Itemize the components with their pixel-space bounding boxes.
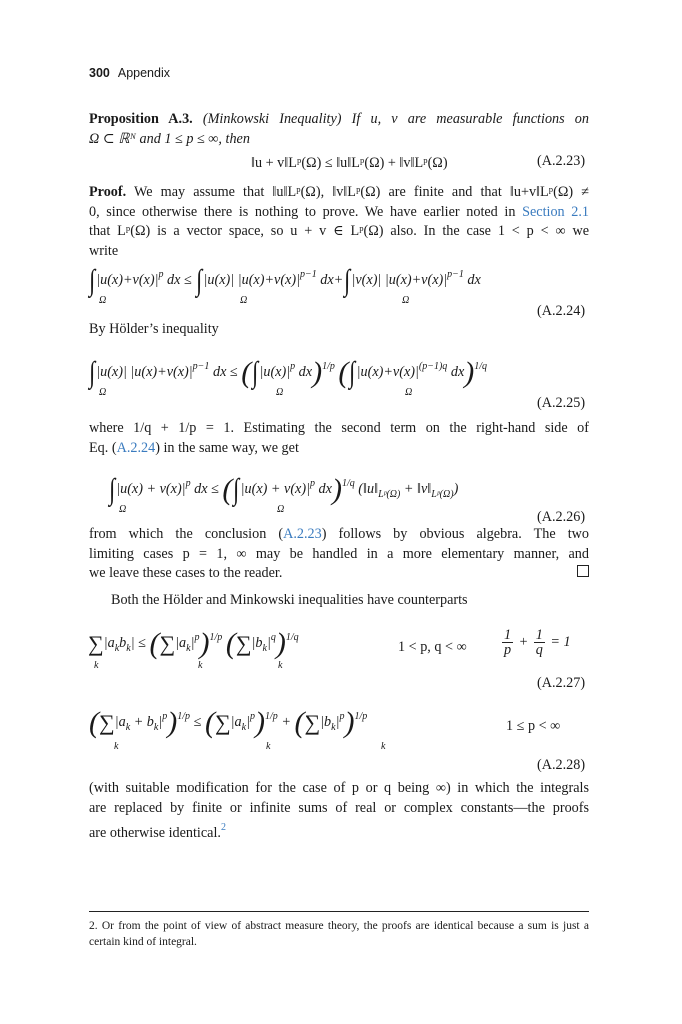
equation-a227-number: (A.2.27) xyxy=(537,675,586,691)
para3-line3: we leave these cases to the reader. xyxy=(89,565,283,581)
proposition-statement xyxy=(89,110,589,149)
equation-a224-formula: $\int|u(x)+v(x)|^p$ dx ≤ ∫|u(x)| $|u(x)+v(x)|^{p-1}$ dx+∫|v(x)| $|u(x)+v(x)|^{p-1}$ dx xyxy=(89,263,481,297)
proposition-text-line1: (Minkowski Inequality) If u, v are measurable functions on xyxy=(202,111,589,127)
paragraph-estimate xyxy=(89,419,589,458)
proposition-text-line2: Ω ⊂ ℝᴺ and 1 ≤ p ≤ ∞, then xyxy=(89,130,250,147)
proof-paragraph xyxy=(89,183,589,261)
qed-box-icon xyxy=(577,565,589,577)
equation-a227-formula: $\sum|a_kb_k| \le (\sum|a_k|^p)^{1/p}$ $(\sum|b_k|^q)^{1/q}$ xyxy=(88,626,299,660)
omega-subscript: Ω xyxy=(99,387,107,398)
footnote: 2. Or from the point of view of abstract measure theory, the proofs are identical because a sum is just a certain kind of integral. xyxy=(89,920,589,948)
para2-line2-end: ) in the same way, we get xyxy=(155,439,299,456)
omega-subscript: Ω xyxy=(119,504,127,515)
footnote-reference[interactable]: 2 xyxy=(220,822,226,833)
para3-line1-start: from which the conclusion ( xyxy=(89,526,284,542)
section-link[interactable]: Section 2.1 xyxy=(522,203,589,220)
equation-a223-number: (A.2.23) xyxy=(537,153,586,169)
sum-index: k xyxy=(266,741,271,752)
omega-subscript: Ω xyxy=(405,387,413,398)
omega-subscript: Ω xyxy=(276,387,284,398)
para5-line1: (with suitable modification for the case of p or q being ∞) in which the integrals xyxy=(89,780,589,796)
proof-label: Proof. xyxy=(89,184,127,200)
omega-subscript: Ω xyxy=(99,295,107,306)
sum-index: k xyxy=(114,741,119,752)
equation-a225-formula: ∫|u(x)| $|u(x)+v(x)|^{p-1}$ dx ≤ ($\int|u(x)|^p$ dx)$^{1/p}$ ($\int|u(x)+v(x)|^{(p-1)q}$ dx)$^{1/q}$ xyxy=(89,355,488,389)
proof-line2: 0, since otherwise there is nothing to prove. We have earlier noted in xyxy=(89,203,523,220)
omega-subscript: Ω xyxy=(402,295,410,306)
proposition-label: Proposition A.3. xyxy=(89,111,193,127)
equation-a225-number: (A.2.25) xyxy=(537,395,586,411)
para3-line1-end: ) follows by obvious algebra. The two xyxy=(321,526,590,542)
equation-link-a223[interactable]: A.2.23 xyxy=(283,526,322,542)
equation-link-a224[interactable]: A.2.24 xyxy=(116,439,156,456)
paragraph-counterparts: Both the Hölder and Minkowski inequalities have counterparts xyxy=(111,592,468,608)
sum-index: k xyxy=(198,660,203,671)
paragraph-conclusion xyxy=(89,525,589,584)
proof-line3: that Lᵖ(Ω) is a vector space, so u + v ∈ Lᵖ(Ω) also. In the case 1 < p < ∞ we xyxy=(89,223,589,239)
proof-line4: write xyxy=(89,242,119,259)
para5-line2: are replaced by finite or infinite sums of real or complex constants—the proofs xyxy=(89,799,589,816)
para2-line1: where 1/q + 1/p = 1. Estimating the second term on the right-hand side of xyxy=(89,420,589,436)
para2-line2-start: Eq. ( xyxy=(89,439,117,456)
running-title: Appendix xyxy=(117,66,170,80)
holder-intro: By Hölder’s inequality xyxy=(89,321,219,337)
equation-a228-condition: 1 ≤ p < ∞ xyxy=(506,718,561,734)
equation-a228-formula: $(\sum|a_k + b_k|^p)^{1/p} \le (\sum|a_k|^p)^{1/p} + (\sum|b_k|^p)^{1/p}$ xyxy=(89,705,368,739)
sum-index: k xyxy=(278,660,283,671)
para3-line2: limiting cases p = 1, ∞ may be handled in a more elementary manner, and xyxy=(89,545,589,562)
equation-a226-number: (A.2.26) xyxy=(537,509,586,525)
paragraph-sums xyxy=(89,779,589,844)
sum-index: k xyxy=(381,741,386,752)
running-header xyxy=(89,66,170,80)
footnote-divider xyxy=(89,911,589,912)
equation-a224-number: (A.2.24) xyxy=(537,303,586,319)
equation-a228-number: (A.2.28) xyxy=(537,757,586,773)
omega-subscript: Ω xyxy=(277,504,285,515)
equation-a227-reciprocal: $\frac{1}{p}$ + $\frac{1}{q}$ = 1 xyxy=(504,627,571,658)
page-number: 300 xyxy=(89,66,110,80)
omega-subscript: Ω xyxy=(240,295,248,306)
equation-a223-formula: ‖u + v‖Lᵖ(Ω) ≤ ‖u‖Lᵖ(Ω) + ‖v‖Lᵖ(Ω) xyxy=(251,155,448,171)
equation-a227-condition: 1 < p, q < ∞ xyxy=(398,639,467,655)
para5-line3: are otherwise identical. xyxy=(89,825,221,841)
sum-index: k xyxy=(94,660,99,671)
equation-a226-formula: $\int|u(x) + v(x)|^p$ dx ≤ ($\int|u(x) + v(x)|^p$ dx)$^{1/q}$ ($‖u‖_{Lᵖ(\Omega)}$ + $‖v‖_{Lᵖ(\Omega)}$) xyxy=(109,472,459,506)
proof-line1: We may assume that ‖u‖Lᵖ(Ω), ‖v‖Lᵖ(Ω) are finite and that ‖u+v‖Lᵖ(Ω) ≠ xyxy=(134,184,589,200)
